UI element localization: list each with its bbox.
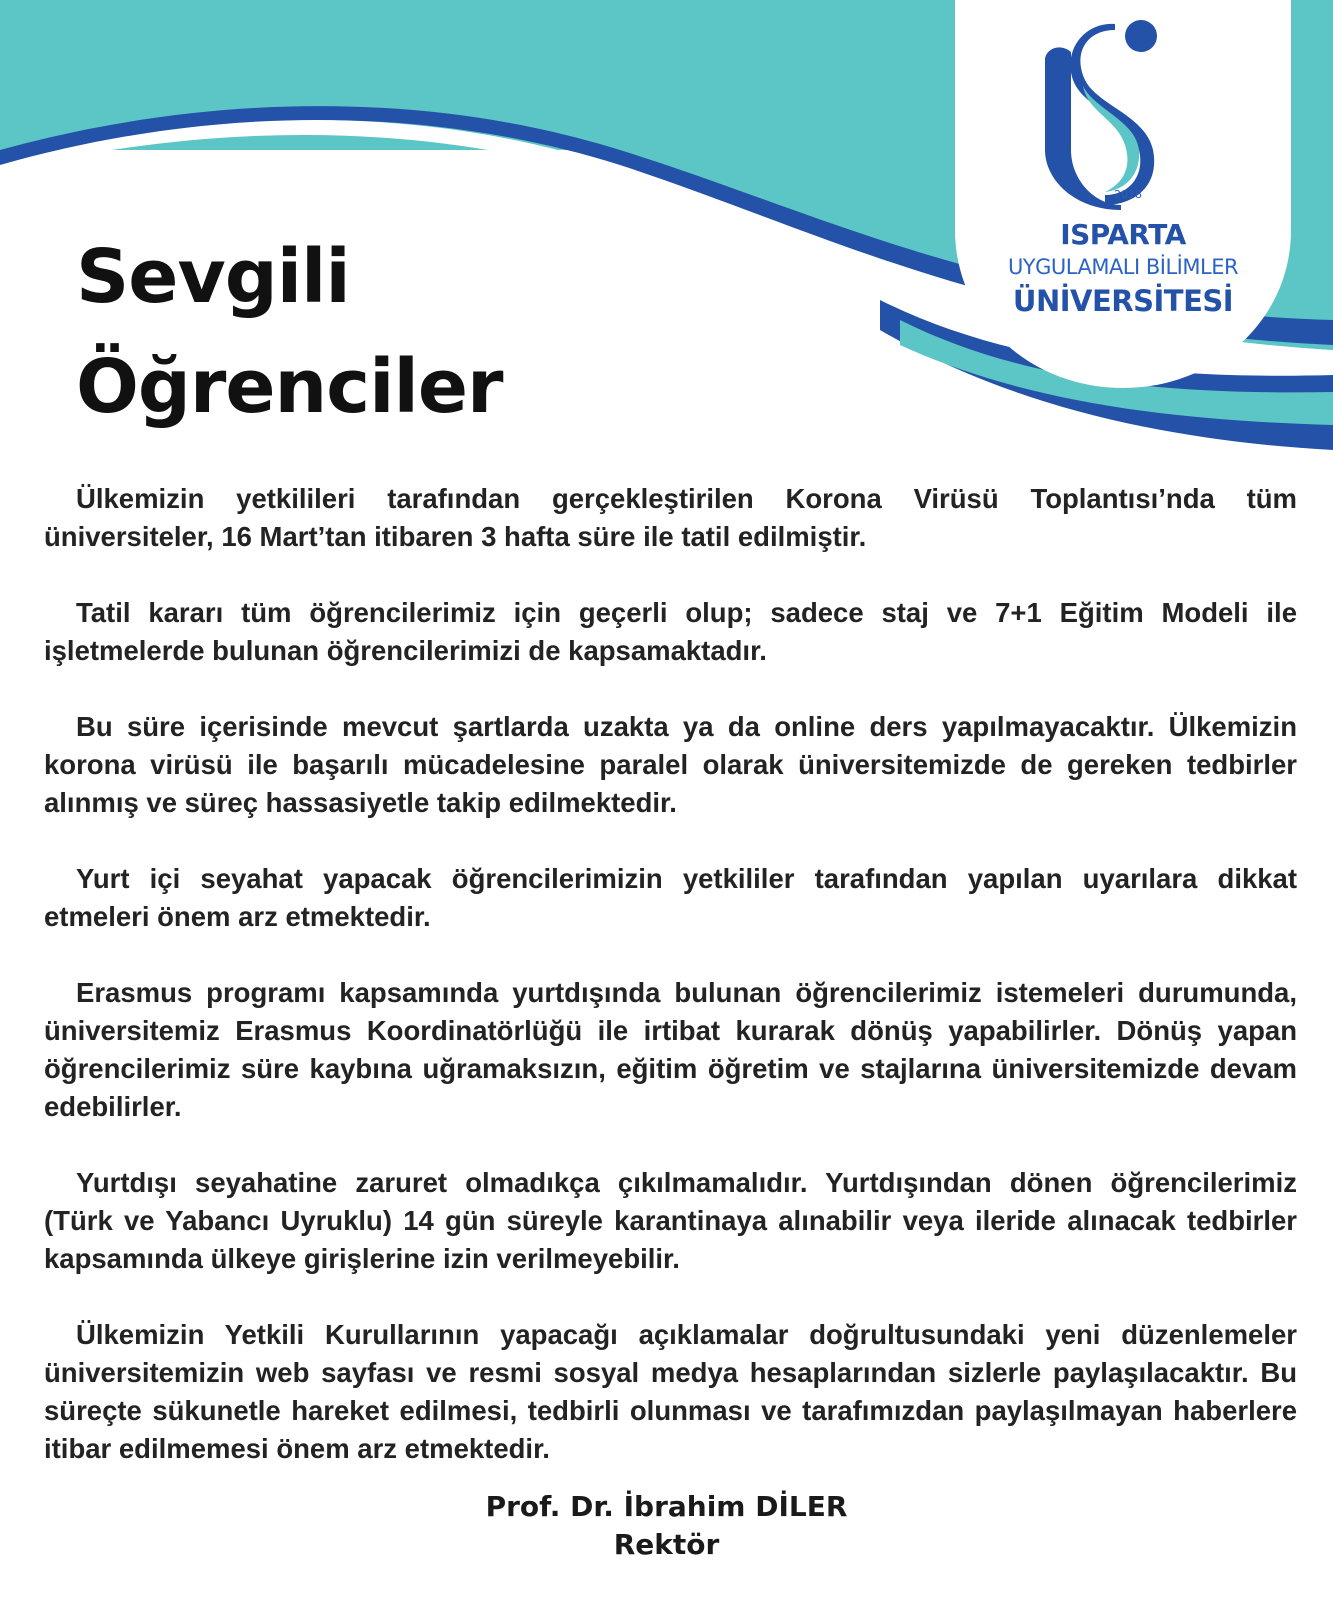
title-line-2: Öğrenciler xyxy=(76,344,503,430)
title-line-1: Sevgili xyxy=(76,234,350,320)
announcement-body xyxy=(44,480,1297,1506)
paragraph-1: Ülkemizin yetkilileri tarafından gerçekleştirilen Korona Virüsü Toplantısı’nda tüm üniversiteler, 16 Mart’tan itibaren 3 hafta süre ile tatil edilmiştir. xyxy=(44,483,1297,552)
logo-line-2: UYGULAMALI BİLİMLER xyxy=(1007,255,1239,279)
page-title xyxy=(76,222,503,442)
paragraph-4: Yurt içi seyahat yapacak öğrencilerimizin yetkililer tarafından yapılan uyarılara dikkat etmeleri önem arz etmektedir. xyxy=(44,863,1297,932)
paragraph-3: Bu süre içerisinde mevcut şartlarda uzakta ya da online ders yapılmayacaktır. Ülkemizin korona virüsü ile başarılı mücadelesine paralel olarak üniversitemizde de gereken tedbirler alınmış ve süreç hassasiyetle takip edilmektedir. xyxy=(44,711,1297,818)
logo-line-3: ÜNİVERSİTESİ xyxy=(1012,284,1234,318)
paragraph-6: Yurtdışı seyahatine zaruret olmadıkça çıkılmamalıdır. Yurtdışından dönen öğrencilerimiz (Türk ve Yabancı Uyruklu) 14 gün süreyle karantinaya alınabilir veya ileride alınacak tedbirler kapsamında ülkeye girişlerine izin verilmeyebilir. xyxy=(44,1167,1297,1274)
logo-line-1: ISPARTA xyxy=(1060,218,1186,251)
signatory-role: Rektör xyxy=(613,1528,720,1561)
logo-year: 2018 xyxy=(1114,188,1142,201)
paragraph-7: Ülkemizin Yetkili Kurullarının yapacağı açıklamalar doğrultusundaki yeni düzenlemeler üniversitemizin web sayfası ve resmi sosyal medya hesaplarından sizlerle paylaşılacaktır. Bu süreçte sükunetle hareket edilmesi, tedbirli olunması ve tarafımızdan paylaşılmayan haberlere itibar edilmemesi önem arz etmektedir. xyxy=(44,1319,1297,1464)
paragraph-2: Tatil kararı tüm öğrencilerimiz için geçerli olup; sadece staj ve 7+1 Eğitim Modeli ile işletmelerde bulunan öğrencilerimizi de kapsamaktadır. xyxy=(44,597,1297,666)
signatory-name: Prof. Dr. İbrahim DİLER xyxy=(485,1490,848,1523)
signature-block xyxy=(0,1488,1333,1564)
paragraph-5: Erasmus programı kapsamında yurtdışında bulunan öğrencilerimiz istemeleri durumunda, üniversitemiz Erasmus Koordinatörlüğü ile irtibat kurarak dönüş yapabilirler. Dönüş yapan öğrencilerimiz süre kaybına uğramaksızın, eğitim öğretim ve stajlarına üniversitemizde devam edebilirler. xyxy=(44,977,1297,1122)
